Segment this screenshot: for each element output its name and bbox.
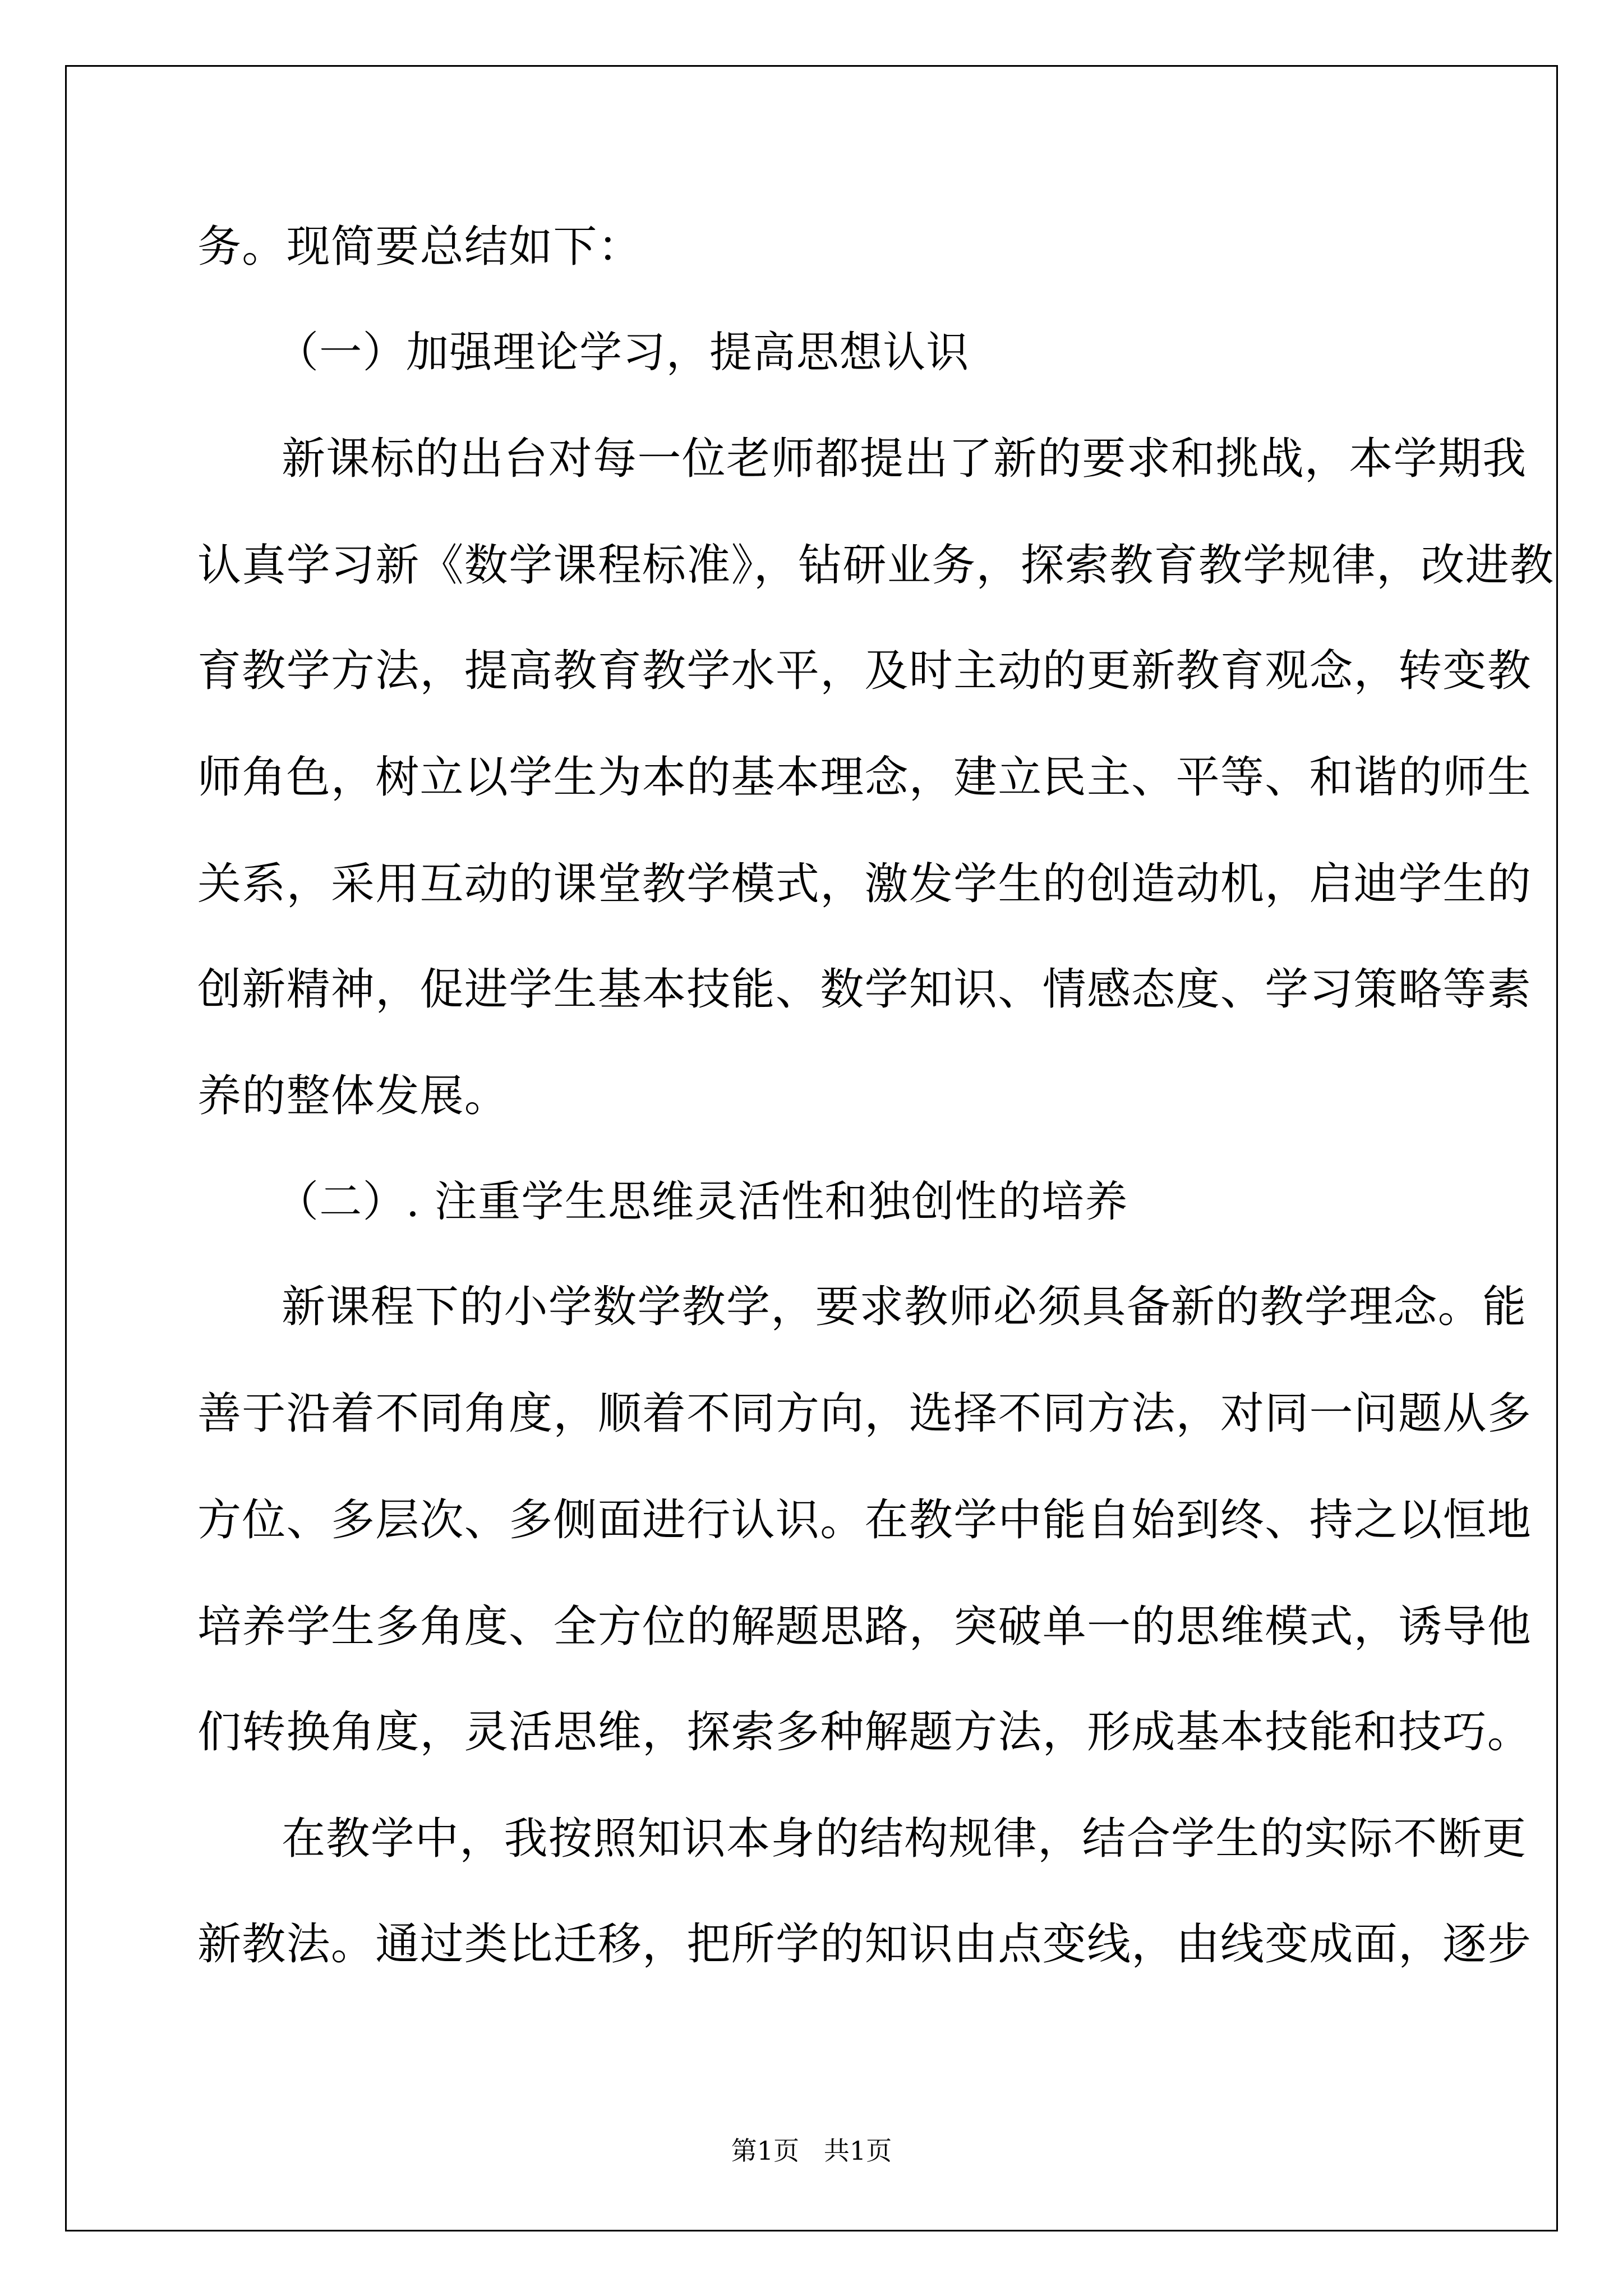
page-number-footer: 第1页 共1页 bbox=[731, 2136, 892, 2166]
paragraph-line: 方位、多层次、多侧面进行认识。在教学中能自始到终、持之以恒地 bbox=[197, 1495, 1532, 1545]
paragraph-line: 在教学中，我按照知识本身的结构规律，结合学生的实际不断更 bbox=[282, 1814, 1527, 1864]
paragraph-line: 创新精神，促进学生基本技能、数学知识、情感态度、学习策略等素 bbox=[197, 964, 1532, 1015]
paragraph-line: 善于沿着不同角度，顺着不同方向，选择不同方法，对同一问题从多 bbox=[197, 1388, 1532, 1439]
paragraph-line: 们转换角度，灵活思维，探索多种解题方法，形成基本技能和技巧。 bbox=[197, 1707, 1532, 1757]
paragraph-line: 新课程下的小学数学教学，要求教师必须具备新的教学理念。能 bbox=[282, 1282, 1527, 1332]
page-border bbox=[65, 65, 1558, 2231]
paragraph-line: 务。现简要总结如下： bbox=[197, 222, 643, 272]
section-heading-1: （一）加强理论学习，提高思想认识 bbox=[276, 327, 970, 377]
paragraph-line: 关系，采用互动的课堂教学模式，激发学生的创造动机，启迪学生的 bbox=[197, 859, 1532, 909]
paragraph-line: 新课标的出台对每一位老师都提出了新的要求和挑战，本学期我 bbox=[282, 434, 1527, 484]
section-heading-2: （二）. 注重学生思维灵活性和独创性的培养 bbox=[276, 1176, 1128, 1226]
paragraph-line: 认真学习新《数学课程标准》，钻研业务，探索教育教学规律，改进教 bbox=[197, 540, 1555, 591]
paragraph-line: 师角色，树立以学生为本的基本理念，建立民主、平等、和谐的师生 bbox=[197, 752, 1532, 803]
paragraph-line: 新教法。通过类比迁移，把所学的知识由点变线，由线变成面，逐步 bbox=[197, 1919, 1532, 1970]
paragraph-line: 养的整体发展。 bbox=[197, 1071, 509, 1121]
paragraph-line: 育教学方法，提高教育教学水平，及时主动的更新教育观念，转变教 bbox=[197, 646, 1532, 696]
paragraph-line: 培养学生多角度、全方位的解题思路，突破单一的思维模式，诱导他 bbox=[197, 1602, 1532, 1652]
